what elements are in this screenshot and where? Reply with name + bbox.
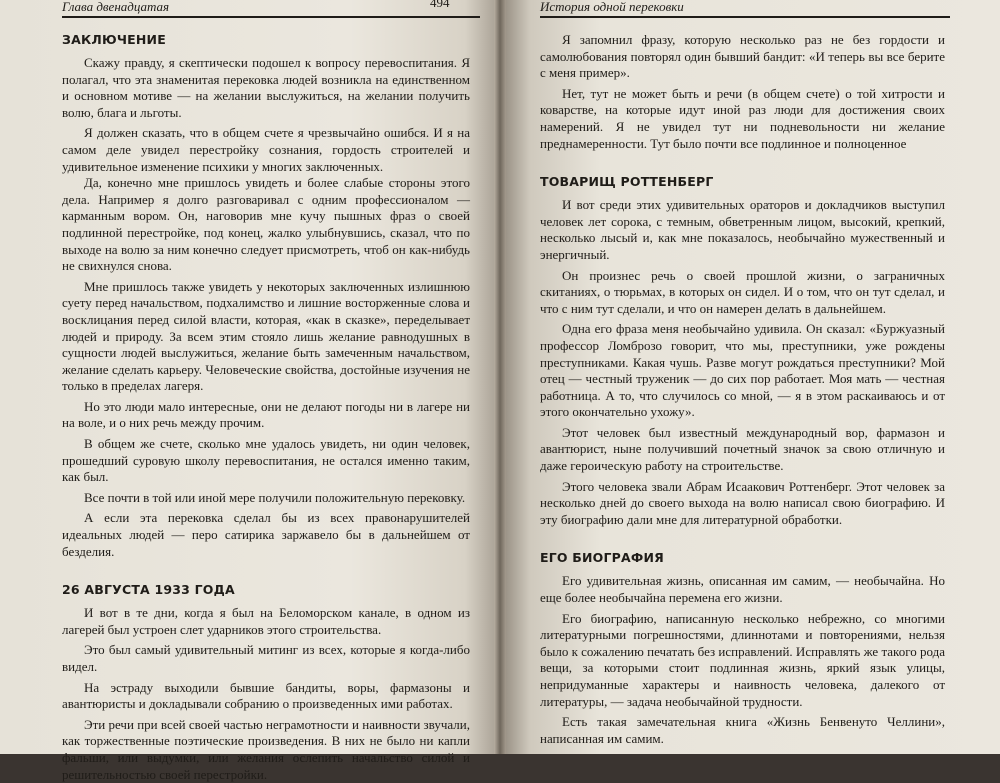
- section-heading-rottenberg: ТОВАРИЩ РОТТЕНБЕРГ: [540, 174, 714, 190]
- paragraph: Его удивительная жизнь, описанная им самим, — необычайна. Но еще более необычайна перемена его жизни.: [540, 573, 945, 606]
- paragraph: И вот в те дни, когда я был на Беломорском канале, в одном из лагерей был устроен слет ударников этого строительства.: [62, 605, 470, 637]
- paragraph: Этот человек был известный международный вор, фармазон и авантюрист, ныне получивший почетный значок за свою отличную и даже героическую работу на строительстве.: [540, 424, 945, 474]
- page-number: 494: [430, 0, 450, 10]
- right-running-head: [540, 0, 950, 18]
- paragraph: На эстраду выходили бывшие бандиты, воры, фармазоны и авантюристы и докладывали собранию о произведенных ими работах.: [62, 679, 470, 712]
- paragraph: Да, конечно мне пришлось увидеть и более слабые стороны этого дела. Например я долго разговаривал с одним профессионалом — карманным вором. Он, наговорив мне кучу пышных фраз о своей подлинной перестройке, под конец, жалко улыбнувшись, сказал, что по выходе на волю за ним конечно следует присмотреть, чтоб он как-нибудь не свихнулся снова.: [62, 175, 470, 274]
- left-running-head: [62, 0, 480, 18]
- paragraph: А если эта перековка сделал бы из всех правонарушителей идеальных людей — перо сатирика заржавело бы в дальнейшем от безделия.: [62, 510, 470, 559]
- paragraph: Есть такая замечательная книга «Жизнь Бенвенуто Челлини», написанная им самим.: [540, 714, 945, 746]
- paragraph: Он произнес речь о своей прошлой жизни, о заграничных скитаниях, о тюрьмах, в которых он сидел. И о том, что он тут сделал, и что с ним тут сделали, и что он намерен делать в дальнейшем.: [540, 267, 945, 316]
- right-text-column: [540, 26, 945, 747]
- paragraph: Все почти в той или иной мере получили положительную перековку.: [84, 489, 466, 505]
- paragraph: Одна его фраза меня необычайно удивила. Он сказал: «Буржуазный профессор Ломброзо говорит, что мы, преступники, уже рождены преступниками. Какая чушь. Разве могут рождаться преступники? Мой отец — честный труженик — до сих пор работает. Моя мать — честная работница. А то, что случилось со мной, — я в этом раскаиваюсь и от этого окончательно ухожу».: [540, 321, 945, 420]
- paragraph: Но это люди мало интересные, они не делают погоды ни в лагере ни на воле, и о них речь между прочим.: [62, 398, 470, 431]
- section-heading-date: 26 АВГУСТА 1933 ГОДА: [62, 582, 235, 598]
- left-page: [0, 0, 500, 782]
- section-heading-biography: ЕГО БИОГРАФИЯ: [540, 550, 664, 566]
- paragraph: Этого человека звали Абрам Исаакович Роттенберг. Этот человек за несколько дней до своего выхода на волю написал свою биографию. И эту биографию дали мне для литературной обработки.: [540, 478, 945, 527]
- section-heading-conclusion: ЗАКЛЮЧЕНИЕ: [62, 32, 166, 47]
- paragraph: Это был самый удивительный митинг из всех, которые я когда-либо видел.: [62, 642, 470, 674]
- right-running-head-title: История одной перековки: [540, 0, 684, 14]
- paragraph: В общем же счете, сколько мне удалось увидеть, ни один человек, прошедший суровую школу перевоспитания, не остался именно таким, как был.: [62, 436, 470, 485]
- paragraph: Я должен сказать, что в общем счете я чрезвычайно ошибся. И я на самом деле увидел перестройку сознания, гордость строителей и удивительное изменение психики у многих заключенных.: [62, 125, 470, 174]
- paragraph: Мне пришлось также увидеть у некоторых заключенных излишнюю суету перед начальством, подхалимство и лишние восторженные слова и восклицания перед силой власти, которая, «как в сказке», переделывает людей и природу. За всем этим стояло лишь желание равнодушных в сущности людей выслужиться, желание быть замеченным начальством, желание сделать карьеру. Человеческие свойства, достойные изучения не только в пределах лагеря.: [62, 278, 470, 394]
- paragraph: Нет, тут не может быть и речи (в общем счете) о той хитрости и коварстве, на которые идут иной раз люди для достижения своих намерений. Я не увидел тут ни подневольности ни желание преднамеренности. Тут было почти все подлинное и полноценное: [540, 85, 945, 151]
- left-text-column: [62, 26, 470, 783]
- paragraph: Его биографию, написанную несколько небрежно, со многими литературными погрешностями, длиннотами и повторениями, нельзя было к сожалению печатать без исправлений. Исправлять же такого рода вещи, за которыми стоит подлинная жизнь, яркий язык улицы, непридуманные характеры и наивность человека, далекого от литературы, — задача необычайной трудности.: [540, 610, 945, 709]
- paragraph: Скажу правду, я скептически подошел к вопросу перевоспитания. Я полагал, что эта знаменитая перековка людей возникла на единственном и основном мотиве — на желании выслужиться, на желании получить волю, блага и льготы.: [62, 55, 470, 120]
- left-running-head-title: Глава двенадцатая: [62, 0, 170, 14]
- paragraph: И вот среди этих удивительных ораторов и докладчиков выступил человек лет сорока, с темным, обветренным лицом, высокий, крепкий, несколько лысый и, как мне показалось, необычайно мужественный и энергичный.: [540, 197, 945, 262]
- paragraph: Я запомнил фразу, которую несколько раз не без гордости и самолюбования повторял один бывший бандит: «И теперь вы все берите с меня пример».: [540, 32, 945, 81]
- right-page: [500, 0, 1000, 754]
- book-gutter: [494, 0, 506, 754]
- paragraph: Эти речи при всей своей частью неграмотности и наивности звучали, как торжественные поэтические произведения. В них не было ни капли фальши, или выдумки, или желания ослепить начальство силой и решительностью своей перестройки.: [62, 716, 470, 782]
